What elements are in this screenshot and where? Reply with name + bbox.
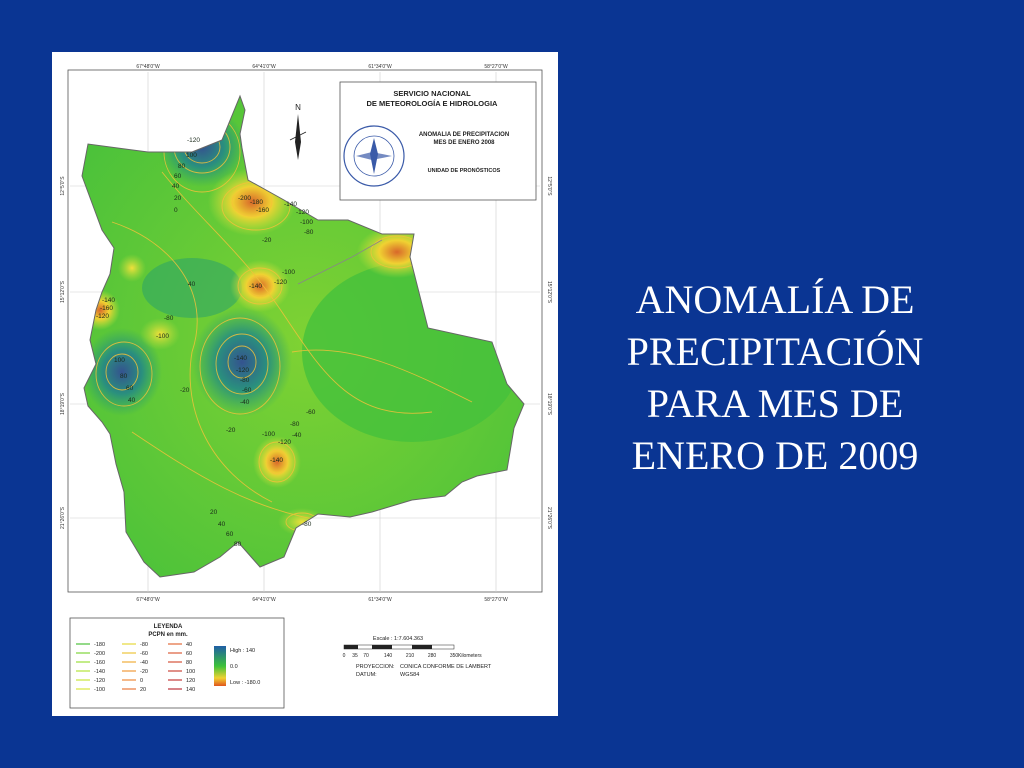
legend-value: 40 (186, 642, 193, 648)
contour-label: -140 (249, 283, 263, 290)
map-title-line1: ANOMALIA DE PRECIPITACION (418, 132, 510, 138)
slide-title (585, 274, 965, 482)
contour-label: -100 (156, 333, 170, 340)
slide-title-line: ENERO DE 2009 (631, 433, 919, 478)
projection-info (356, 664, 492, 678)
contour-label: -100 (282, 269, 296, 276)
legend-value: -40 (140, 660, 148, 666)
north-arrow-icon (290, 103, 306, 160)
agency-name-line2: DE METEOROLOGÍA E HIDROLOGIA (366, 99, 498, 108)
contour-label: -120 (96, 313, 110, 320)
lat-label: 21°26'0"S (60, 507, 66, 529)
contour-label: -160 (100, 305, 114, 312)
scale-tick-label: 280 (427, 653, 437, 659)
scale-tick-label: 350 (449, 653, 459, 659)
legend-value: 120 (186, 678, 196, 684)
agency-name-line1: SERVICIO NACIONAL (393, 89, 471, 98)
lon-label: 61°34'0"W (368, 64, 392, 70)
contour-label: -200 (238, 195, 252, 202)
contour-label: -40 (240, 399, 250, 406)
legend-low-label: Low : -180.0 (230, 680, 261, 686)
lat-label: 18°19'0"S (546, 393, 552, 415)
contour-label: 0 (174, 207, 178, 214)
contour-label: -120 (278, 439, 292, 446)
scale-tick-label: 210 (405, 653, 415, 659)
contour-label: 40 (188, 281, 196, 288)
contour-label: -140 (234, 355, 248, 362)
longitude-labels-top (136, 64, 508, 70)
scale-tick-label: 140 (383, 653, 393, 659)
legend-color-ramp (214, 646, 226, 686)
lat-label: 18°19'0"S (60, 393, 66, 415)
contour-label: -20 (226, 427, 236, 434)
legend-value: 60 (186, 651, 193, 657)
lon-label: 58°27'0"W (484, 64, 508, 70)
legend-subtitle: PCPN en mm. (148, 632, 188, 638)
legend-value: 0 (140, 678, 144, 684)
north-label: N (295, 103, 301, 112)
scale-unit: Kilometers (458, 653, 482, 659)
contour-label: 60 (226, 531, 234, 538)
lon-label: 67°48'0"W (136, 597, 160, 603)
legend-value: 20 (140, 687, 147, 693)
map-panel (52, 52, 558, 716)
map-header-box (340, 82, 536, 200)
legend-value: -200 (94, 651, 106, 657)
datum-value: WGS84 (400, 672, 420, 678)
lon-label: 61°34'0"W (368, 597, 392, 603)
datum-label: DATUM: (356, 672, 377, 678)
contour-label: 100 (114, 357, 125, 364)
contour-label: -120 (236, 367, 250, 374)
latitude-labels-right (546, 176, 552, 529)
slide-title-line: PARA MES DE (646, 381, 904, 426)
contour-label: -60 (306, 409, 316, 416)
contour-label: -140 (102, 297, 116, 304)
scale-bar (343, 636, 483, 659)
contour-label: -160 (256, 207, 270, 214)
contour-label: 40 (172, 183, 180, 190)
map-title-line2: MES DE ENERO 2008 (433, 140, 495, 146)
lon-label: 64°41'0"W (252, 64, 276, 70)
legend-high-label: High : 140 (230, 648, 256, 654)
legend-value: -140 (94, 669, 106, 675)
contour-label: -20 (180, 387, 190, 394)
lat-label: 21°26'0"S (546, 507, 552, 529)
contour-label: -80 (240, 377, 250, 384)
precipitation-map (52, 52, 558, 716)
contour-label: -120 (274, 279, 288, 286)
legend-value: -80 (140, 642, 148, 648)
scale-tick-label: 0 (342, 653, 346, 659)
lat-label: 15°12'0"S (60, 281, 66, 303)
contour-label: 80 (178, 163, 186, 170)
scale-tick-label: 35 (352, 653, 358, 659)
contour-label: -120 (296, 209, 310, 216)
legend-value: -180 (94, 642, 106, 648)
legend-mid-label: 0.0 (230, 664, 238, 670)
contour-label: -80 (304, 229, 314, 236)
contour-label: -20 (262, 237, 272, 244)
slide-title-line: ANOMALÍA DE (635, 277, 915, 322)
scale-label: Escale : 1:7.604.363 (372, 636, 424, 642)
contour-label: -80 (164, 315, 174, 322)
scale-tick-label: 70 (363, 653, 369, 659)
lon-label: 58°27'0"W (484, 597, 508, 603)
contour-label: 60 (126, 385, 134, 392)
lat-label: 12°5'0"S (60, 176, 66, 196)
slide-title-line: PRECIPITACIÓN (626, 329, 924, 374)
contour-label: 20 (174, 195, 182, 202)
legend-value: 100 (186, 669, 196, 675)
contour-label: 40 (128, 397, 136, 404)
contour-label: -100 (262, 431, 276, 438)
longitude-labels-bottom (136, 597, 508, 603)
contour-label: 20 (210, 509, 218, 516)
contour-label: -40 (292, 432, 302, 439)
legend-value: -100 (94, 687, 106, 693)
lat-label: 15°12'0"S (546, 281, 552, 303)
contour-label: -60 (242, 387, 252, 394)
legend-value: 140 (186, 687, 196, 693)
lon-label: 64°41'0"W (252, 597, 276, 603)
contour-label: -180 (250, 199, 264, 206)
contour-label: -120 (187, 137, 201, 144)
unit-label: UNIDAD DE PRONÓSTICOS (427, 168, 501, 174)
legend-value: -120 (94, 678, 106, 684)
legend-value: -60 (140, 651, 148, 657)
legend-title: LEYENDA (153, 624, 183, 630)
contour-label: -80 (290, 421, 300, 428)
contour-label: 40 (218, 521, 226, 528)
latitude-labels-left (60, 176, 66, 529)
contour-label: -100 (300, 219, 314, 226)
contour-label: -140 (284, 201, 298, 208)
legend-value: -160 (94, 660, 106, 666)
projection-label: PROYECCION: (356, 664, 395, 670)
contour-label: -140 (270, 457, 284, 464)
contour-label: -80 (302, 521, 312, 528)
contour-label: 60 (174, 173, 182, 180)
lon-label: 67°48'0"W (136, 64, 160, 70)
legend-value: 80 (186, 660, 193, 666)
contour-label: 80 (120, 373, 128, 380)
lat-label: 12°5'0"S (546, 176, 552, 196)
legend-box (70, 618, 284, 708)
legend-value: -20 (140, 669, 148, 675)
projection-value: CONICA CONFORME DE LAMBERT (400, 664, 492, 670)
contour-label: 80 (234, 541, 242, 548)
contour-label: 100 (186, 152, 197, 159)
